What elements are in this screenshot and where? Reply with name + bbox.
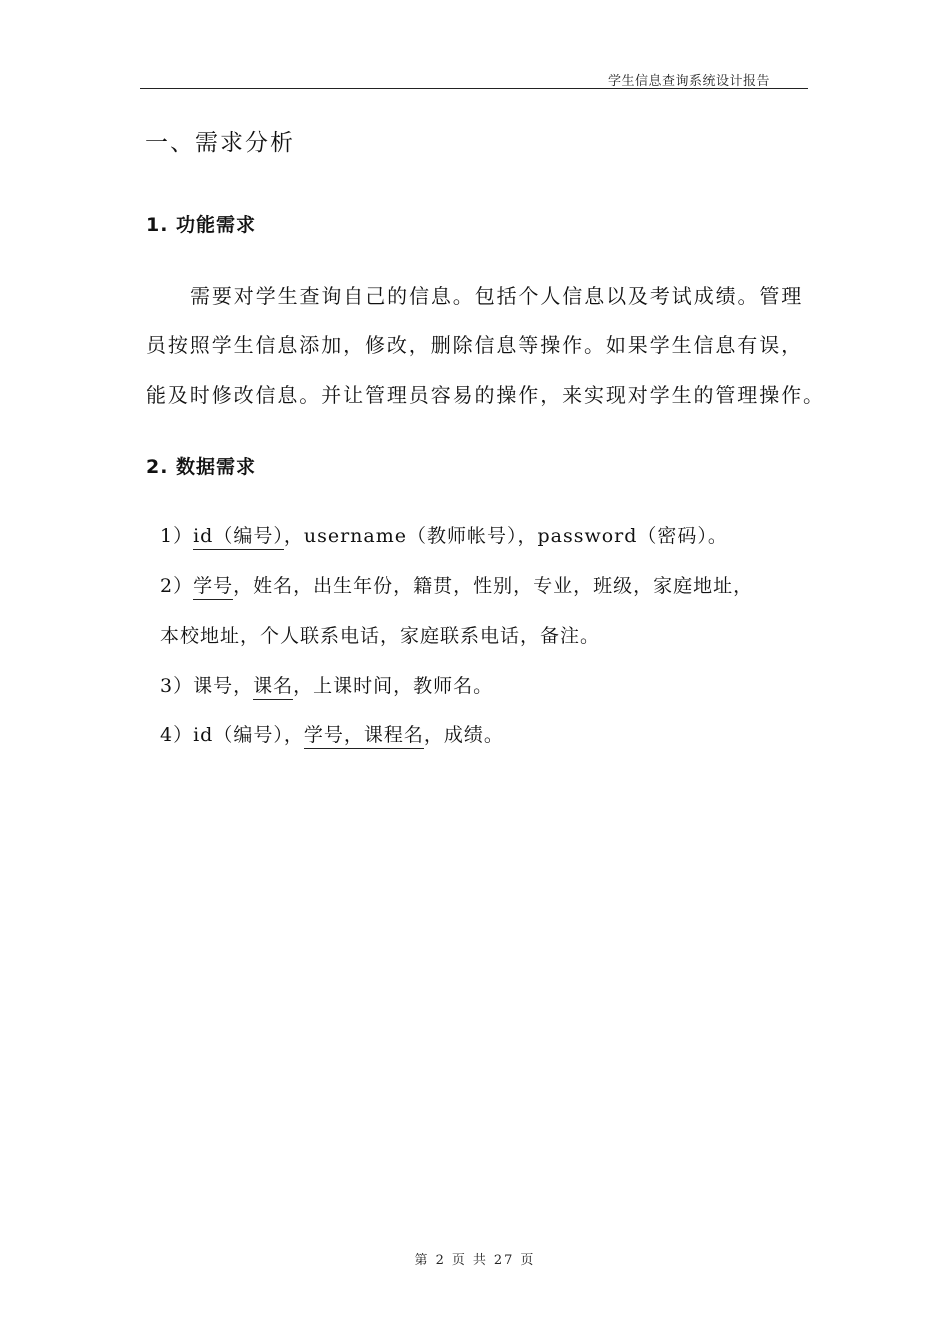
footer-total-word: 页 [520,1253,536,1268]
data-item-1-prefix: 1） [160,525,194,547]
section-title: 一、需求分析 [145,130,295,156]
data-item-2-cont: 本校地址，个人联系电话，家庭联系电话，备注。 [160,625,601,647]
functional-line-2: 员按照学生信息添加，修改，删除信息等操作。如果学生信息有误， [146,333,803,357]
data-item-1-rest: ，username（教师帐号），password（密码）。 [283,525,728,547]
footer-total-label: 共 [472,1253,488,1268]
page-footer [0,1249,950,1268]
data-item-4 [160,720,810,747]
footer-page-label: 第 [414,1253,430,1268]
header-title: 学生信息查询系统设计报告 [607,74,770,89]
page-header [140,68,808,89]
data-item-2-rest: ，姓名，出生年份，籍贯，性别，专业，班级，家庭地址， [233,575,754,597]
functional-line-3: 能及时修改信息。并让管理员容易的操作，来实现对学生的管理操作。 [146,383,825,407]
footer-page-word: 页 [451,1253,467,1268]
data-item-4-rest: ，成绩。 [423,724,504,746]
data-heading: 2. 数据需求 [146,456,257,478]
data-item-3 [160,671,810,698]
data-item-2-key: 学号 [193,575,233,600]
functional-line-1: 需要对学生查询自己的信息。包括个人信息以及考试成绩。管理 [190,284,804,308]
functional-heading: 1. 功能需求 [146,214,257,236]
data-item-1-key: id（编号） [193,525,284,550]
footer-total-num: 27 [493,1253,515,1268]
data-item-1 [160,521,810,548]
data-item-3-prefix: 3）课号， [160,675,254,697]
data-item-4-key: 学号，课程名 [304,724,424,749]
data-item-3-rest: ，上课时间，教师名。 [293,675,494,697]
data-item-2 [160,571,810,598]
data-item-4-prefix: 4）id（编号）， [160,724,304,746]
data-item-3-key: 课名 [253,675,293,700]
footer-page-num: 2 [435,1253,446,1268]
data-item-2-prefix: 2） [160,575,194,597]
